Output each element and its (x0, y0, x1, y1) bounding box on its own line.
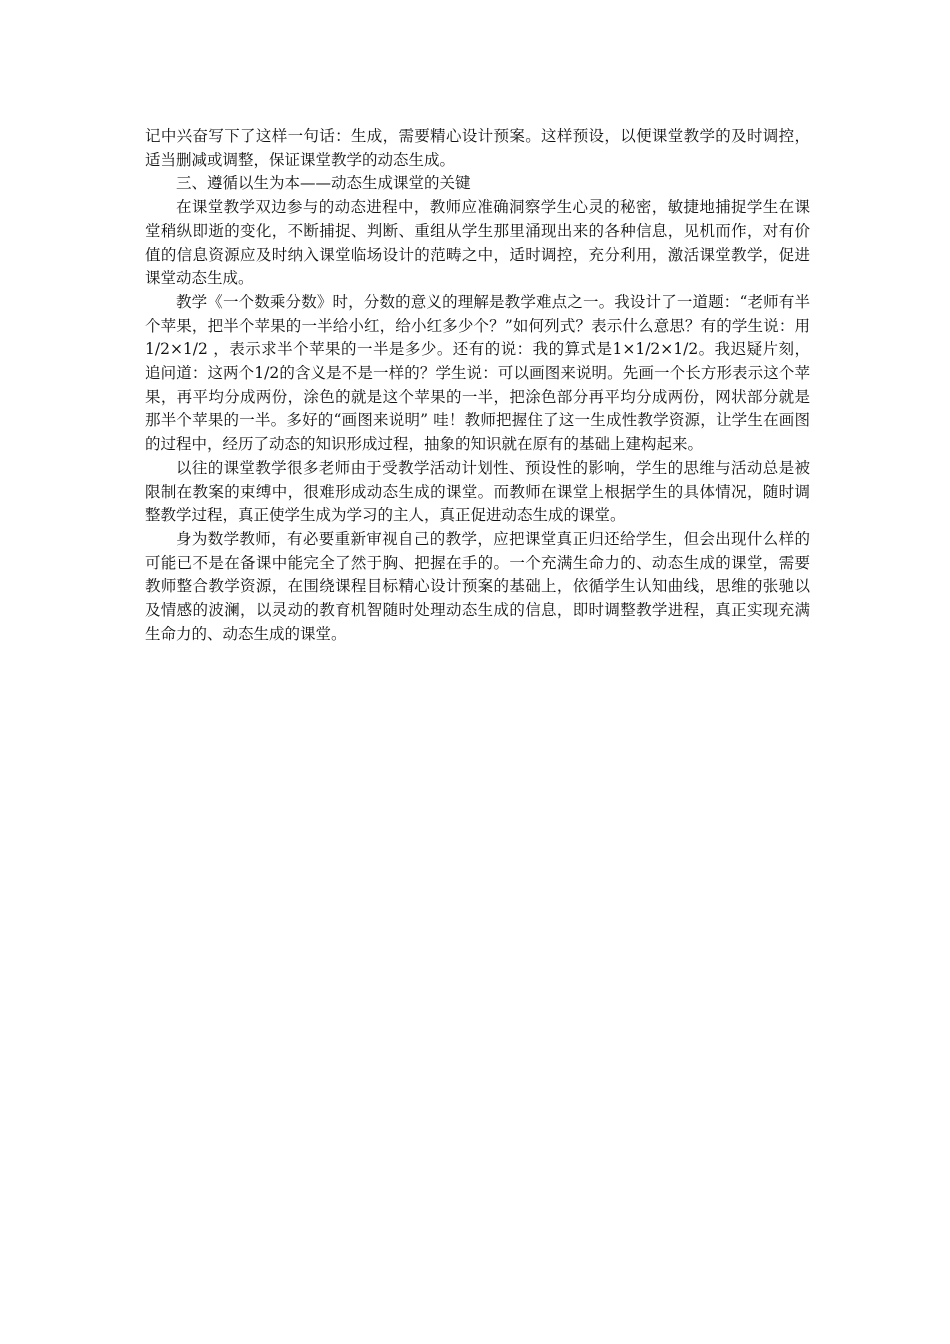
paragraph: 教学《一个数乘分数》时，分数的意义的理解是教学难点之一。我设计了一道题：“老师有半个苹果，把半个苹果的一半给小红，给小红多少个？”如何列式？表示什么意思？有的学生说：用1/2×1/2 ，表示求半个苹果的一半是多少。还有的说：我的算式是1×1/2×1/2。我迟疑片刻，追问道：这两个1/2的含义是不是一样的？学生说：可以画图来说明。先画一个长方形表示这个苹果，再平均分成两份，涂色的就是这个苹果的一半，把涂色部分再平均分成两份，网状部分就是那半个苹果的一半。多好的“画图来说明” 哇！教师把握住了这一生成性教学资源，让学生在画图的过程中，经历了动态的知识形成过程，抽象的知识就在原有的基础上建构起来。 (145, 292, 810, 454)
paragraph: 在课堂教学双边参与的动态进程中，教师应准确洞察学生心灵的秘密，敏捷地捕捉学生在课堂稍纵即逝的变化，不断捕捉、判断、重组从学生那里涌现出来的各种信息，见机而作，对有价值的信息资源应及时纳入课堂临场设计的范畴之中，适时调控，充分利用，激活课堂教学，促进课堂动态生成。 (145, 198, 810, 288)
paragraph: 以往的课堂教学很多老师由于受教学活动计划性、预设性的影响，学生的思维与活动总是被限制在教案的束缚中，很难形成动态生成的课堂。而教师在课堂上根据学生的具体情况，随时调整教学过程，真正使学生成为学习的主人，真正促进动态生成的课堂。 (145, 458, 810, 525)
section-heading: 三、遵循以生为本——动态生成课堂的关键 (176, 174, 471, 193)
paragraph-continued: 记中兴奋写下了这样一句话：生成，需要精心设计预案。这样预设，以便课堂教学的及时调控，适当删减或调整，保证课堂教学的动态生成。 (145, 127, 810, 169)
document-body (145, 125, 810, 646)
paragraph: 身为数学教师，有必要重新审视自己的教学，应把课堂真正归还给学生，但会出现什么样的可能已不是在备课中能完全了然于胸、把握在手的。一个充满生命力的、动态生成的课堂，需要教师整合教学资源，在围绕课程目标精心设计预案的基础上，依循学生认知曲线，思维的张驰以及情感的波澜，以灵动的教育机智随时处理动态生成的信息，即时调整教学进程，真正实现充满生命力的、动态生成的课堂。 (145, 529, 810, 643)
